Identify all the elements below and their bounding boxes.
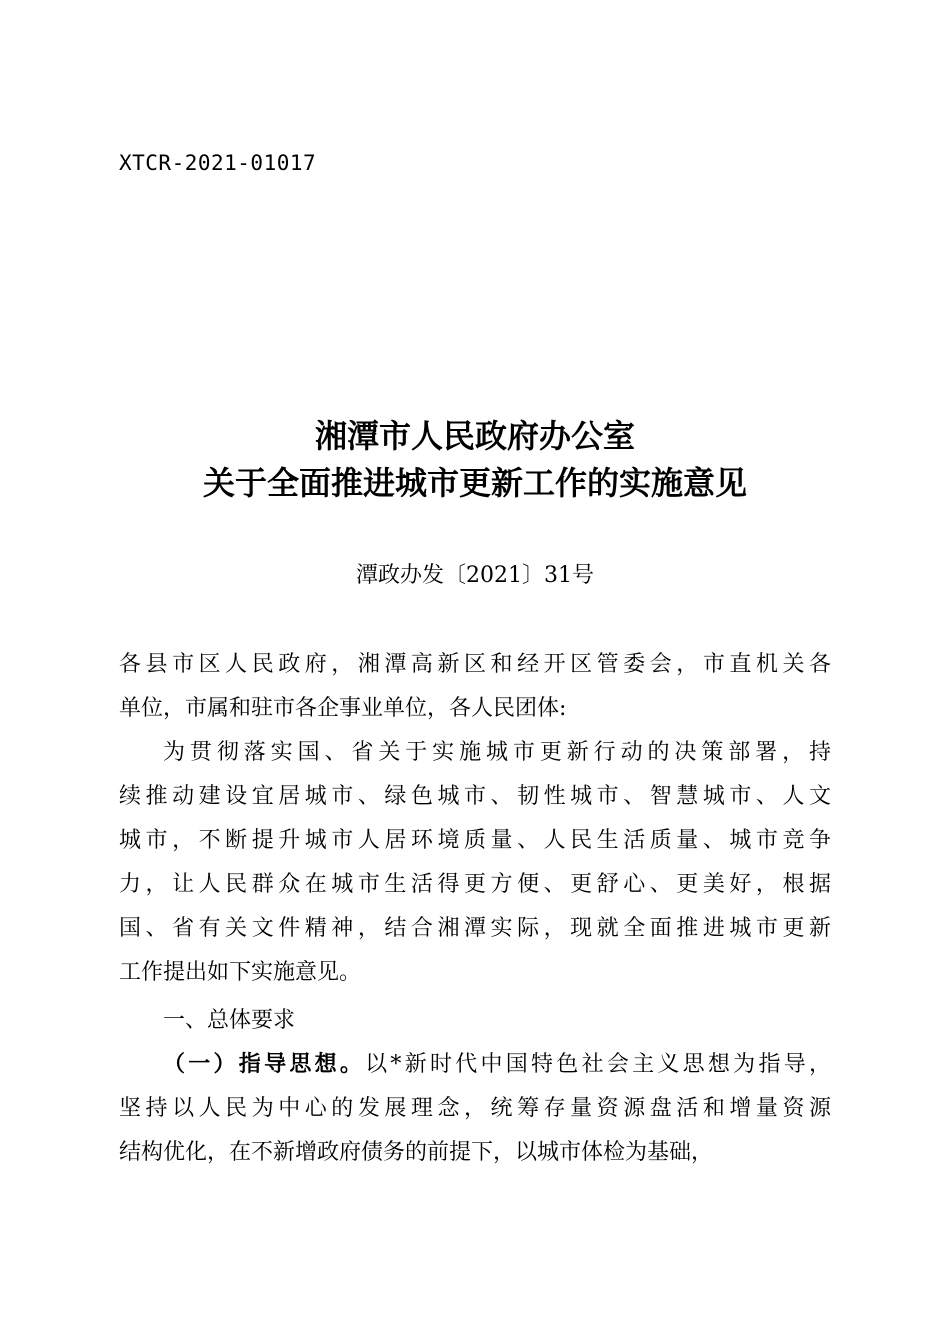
subsection-1-first-line — [163, 1050, 831, 1080]
subsection-1-line-2: 坚持以人民为中心的发展理念，统筹存量资源盘活和增量资源 — [119, 1096, 831, 1121]
document-code: XTCR-2021-01017 — [119, 151, 317, 175]
body-line-2: 续推动建设宜居城市、绿色城市、韧性城市、智慧城市、人文 — [119, 784, 831, 809]
document-title-line-1: 湘潭市人民政府办公室 — [314, 417, 635, 455]
addressee-line-1: 各县市区人民政府，湘潭高新区和经开区管委会，市直机关各 — [119, 652, 831, 677]
document-title-line-2: 关于全面推进城市更新工作的实施意见 — [202, 464, 747, 502]
body-line-6: 工作提出如下实施意见。 — [119, 960, 362, 985]
subsection-1-label: （一）指导思想。 — [163, 1052, 366, 1077]
body-line-3: 城市，不断提升城市人居环境质量、人民生活质量、城市竞争 — [119, 828, 831, 853]
section-heading-1: 一、总体要求 — [163, 1008, 296, 1033]
subsection-1-first-line-text: 以*新时代中国特色社会主义思想为指导， — [365, 1052, 831, 1077]
body-line-5: 国、省有关文件精神，结合湘潭实际，现就全面推进城市更新 — [119, 916, 831, 941]
document-number: 潭政办发〔2021〕31号 — [356, 563, 594, 588]
body-line-1: 为贯彻落实国、省关于实施城市更新行动的决策部署，持 — [163, 740, 831, 765]
addressee-line-2: 单位，市属和驻市各企事业单位，各人民团体: — [119, 696, 567, 721]
body-line-4: 力，让人民群众在城市生活得更方便、更舒心、更美好，根据 — [119, 872, 831, 897]
subsection-1-line-3: 结构优化，在不新增政府债务的前提下，以城市体检为基础， — [119, 1140, 714, 1165]
